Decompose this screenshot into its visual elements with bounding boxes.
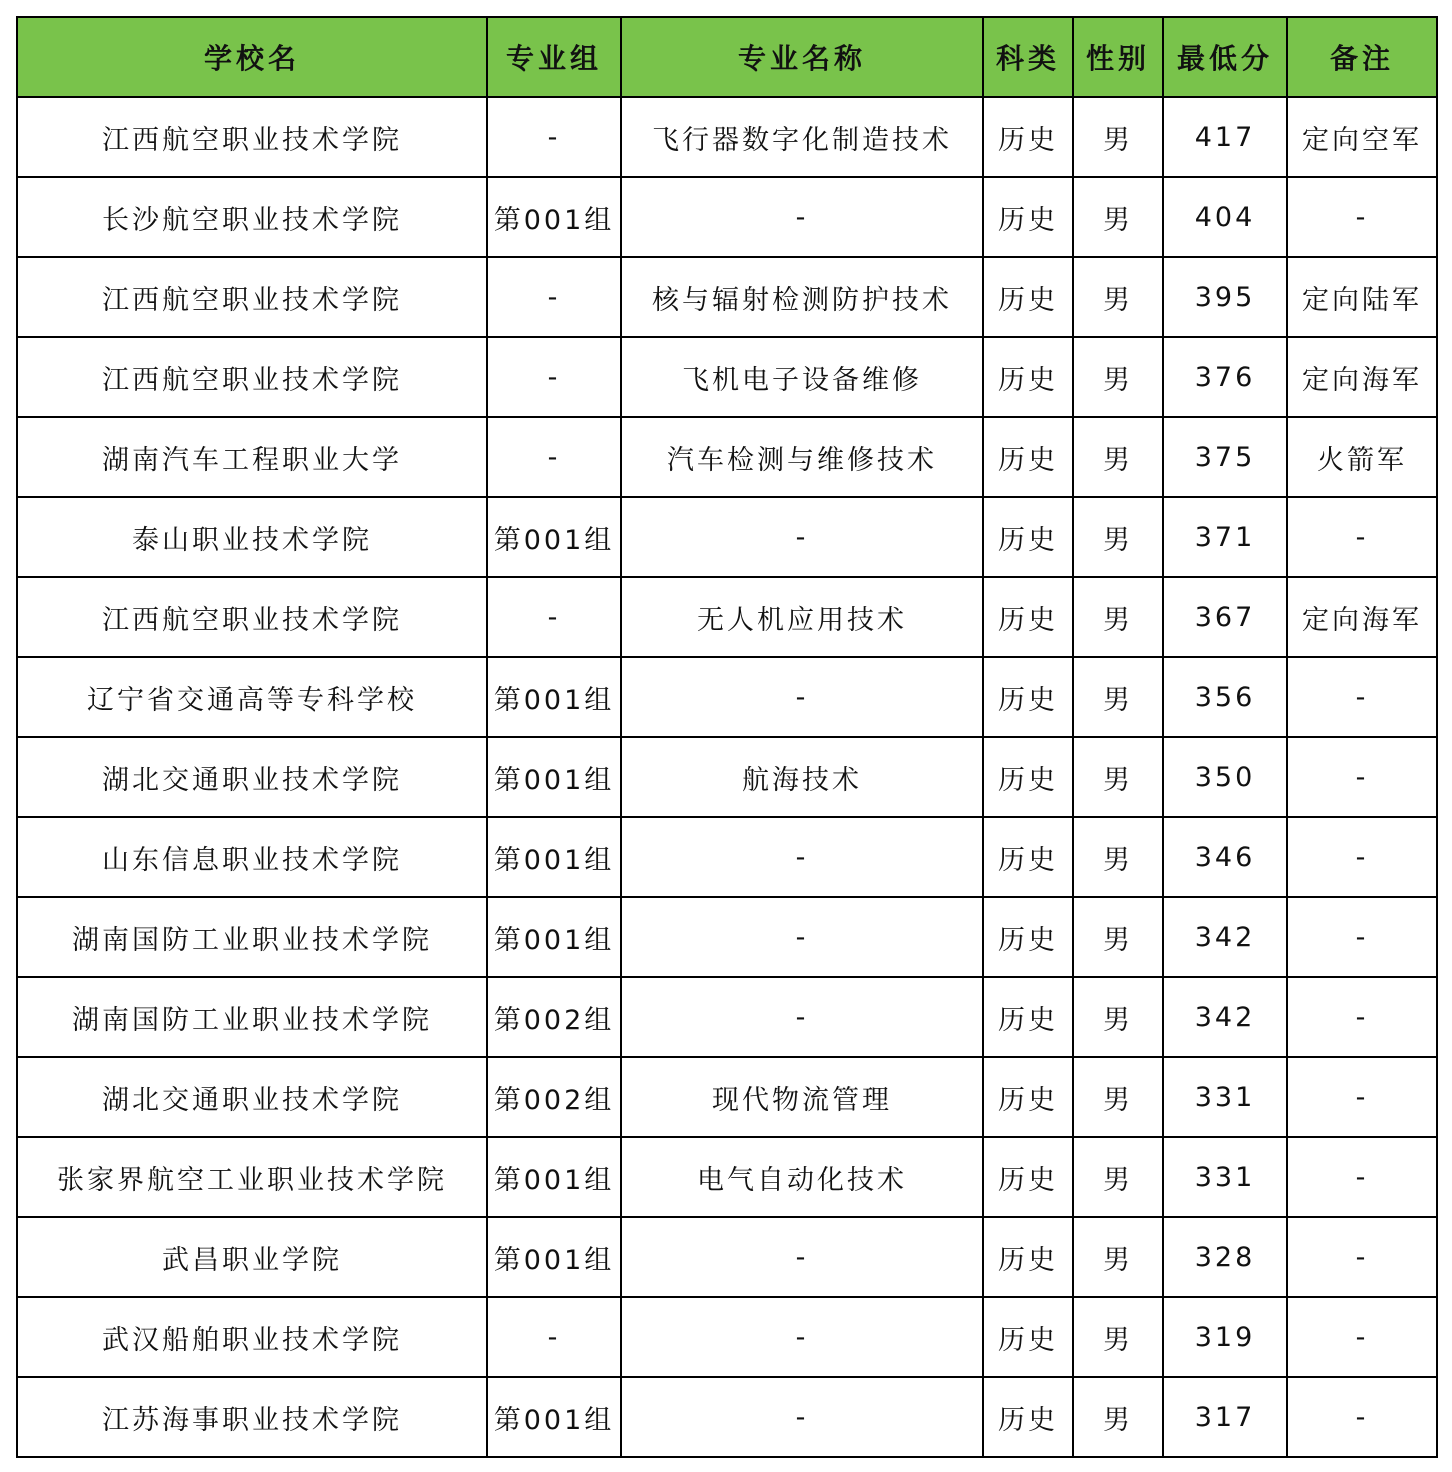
- header-subject-category: 科类: [983, 17, 1073, 97]
- cell-subject-category: 历史: [983, 1377, 1073, 1457]
- cell-major-group: 第001组: [487, 1137, 621, 1217]
- cell-subject-category: 历史: [983, 1137, 1073, 1217]
- cell-min-score: 376: [1163, 337, 1287, 417]
- cell-gender: 男: [1073, 1137, 1163, 1217]
- table-row: [17, 1217, 1437, 1297]
- table-row: [17, 177, 1437, 257]
- cell-subject-category: 历史: [983, 1217, 1073, 1297]
- cell-min-score: 331: [1163, 1137, 1287, 1217]
- cell-gender: 男: [1073, 97, 1163, 177]
- table-row: [17, 817, 1437, 897]
- cell-major-name: -: [621, 1217, 983, 1297]
- cell-major-group: -: [487, 337, 621, 417]
- cell-school-name: 江西航空职业技术学院: [17, 577, 487, 657]
- cell-school-name: 湖南汽车工程职业大学: [17, 417, 487, 497]
- cell-major-group: 第001组: [487, 497, 621, 577]
- cell-gender: 男: [1073, 977, 1163, 1057]
- cell-subject-category: 历史: [983, 257, 1073, 337]
- cell-subject-category: 历史: [983, 817, 1073, 897]
- table-row: [17, 1057, 1437, 1137]
- cell-min-score: 342: [1163, 977, 1287, 1057]
- table-row: [17, 657, 1437, 737]
- cell-min-score: 404: [1163, 177, 1287, 257]
- cell-min-score: 356: [1163, 657, 1287, 737]
- table-row: [17, 257, 1437, 337]
- cell-subject-category: 历史: [983, 577, 1073, 657]
- table-row: [17, 897, 1437, 977]
- cell-major-name: -: [621, 817, 983, 897]
- cell-gender: 男: [1073, 1297, 1163, 1377]
- cell-major-name: -: [621, 497, 983, 577]
- table-row: [17, 1137, 1437, 1217]
- cell-major-name: 核与辐射检测防护技术: [621, 257, 983, 337]
- cell-subject-category: 历史: [983, 977, 1073, 1057]
- cell-gender: 男: [1073, 497, 1163, 577]
- cell-min-score: 375: [1163, 417, 1287, 497]
- cell-min-score: 317: [1163, 1377, 1287, 1457]
- cell-school-name: 江西航空职业技术学院: [17, 257, 487, 337]
- cell-school-name: 湖北交通职业技术学院: [17, 737, 487, 817]
- cell-major-name: 汽车检测与维修技术: [621, 417, 983, 497]
- cell-subject-category: 历史: [983, 737, 1073, 817]
- cell-major-name: -: [621, 1297, 983, 1377]
- cell-major-group: 第002组: [487, 977, 621, 1057]
- cell-subject-category: 历史: [983, 897, 1073, 977]
- cell-major-group: 第001组: [487, 817, 621, 897]
- table-row: [17, 737, 1437, 817]
- cell-subject-category: 历史: [983, 497, 1073, 577]
- cell-gender: 男: [1073, 1217, 1163, 1297]
- cell-gender: 男: [1073, 1057, 1163, 1137]
- cell-school-name: 江苏海事职业技术学院: [17, 1377, 487, 1457]
- cell-min-score: 346: [1163, 817, 1287, 897]
- header-gender: 性别: [1073, 17, 1163, 97]
- header-school-name: 学校名: [17, 17, 487, 97]
- cell-gender: 男: [1073, 657, 1163, 737]
- cell-major-group: 第001组: [487, 737, 621, 817]
- cell-major-name: -: [621, 177, 983, 257]
- cell-major-name: -: [621, 897, 983, 977]
- admission-score-table: [16, 16, 1438, 1458]
- cell-major-group: -: [487, 1297, 621, 1377]
- table-row: [17, 577, 1437, 657]
- cell-school-name: 长沙航空职业技术学院: [17, 177, 487, 257]
- cell-remark: -: [1287, 1297, 1437, 1377]
- cell-min-score: 371: [1163, 497, 1287, 577]
- cell-gender: 男: [1073, 577, 1163, 657]
- cell-remark: -: [1287, 737, 1437, 817]
- cell-school-name: 武昌职业学院: [17, 1217, 487, 1297]
- cell-major-group: 第001组: [487, 897, 621, 977]
- table-row: [17, 1297, 1437, 1377]
- header-min-score: 最低分: [1163, 17, 1287, 97]
- cell-major-group: 第002组: [487, 1057, 621, 1137]
- cell-remark: -: [1287, 977, 1437, 1057]
- cell-school-name: 张家界航空工业职业技术学院: [17, 1137, 487, 1217]
- cell-subject-category: 历史: [983, 1057, 1073, 1137]
- table-row: [17, 97, 1437, 177]
- cell-gender: 男: [1073, 737, 1163, 817]
- table-row: [17, 977, 1437, 1057]
- cell-major-name: 飞机电子设备维修: [621, 337, 983, 417]
- cell-school-name: 江西航空职业技术学院: [17, 337, 487, 417]
- cell-min-score: 342: [1163, 897, 1287, 977]
- cell-gender: 男: [1073, 337, 1163, 417]
- cell-major-group: 第001组: [487, 177, 621, 257]
- cell-remark: -: [1287, 817, 1437, 897]
- cell-school-name: 湖北交通职业技术学院: [17, 1057, 487, 1137]
- table-row: [17, 337, 1437, 417]
- cell-major-group: -: [487, 417, 621, 497]
- cell-min-score: 328: [1163, 1217, 1287, 1297]
- cell-gender: 男: [1073, 897, 1163, 977]
- cell-remark: -: [1287, 497, 1437, 577]
- cell-gender: 男: [1073, 417, 1163, 497]
- cell-subject-category: 历史: [983, 177, 1073, 257]
- cell-min-score: 319: [1163, 1297, 1287, 1377]
- cell-remark: -: [1287, 1137, 1437, 1217]
- cell-remark: -: [1287, 897, 1437, 977]
- cell-subject-category: 历史: [983, 417, 1073, 497]
- cell-school-name: 辽宁省交通高等专科学校: [17, 657, 487, 737]
- cell-major-name: -: [621, 657, 983, 737]
- cell-gender: 男: [1073, 1377, 1163, 1457]
- cell-school-name: 湖南国防工业职业技术学院: [17, 897, 487, 977]
- cell-min-score: 331: [1163, 1057, 1287, 1137]
- cell-major-name: -: [621, 977, 983, 1057]
- cell-school-name: 泰山职业技术学院: [17, 497, 487, 577]
- cell-major-name: 现代物流管理: [621, 1057, 983, 1137]
- table-row: [17, 1377, 1437, 1457]
- cell-major-group: -: [487, 257, 621, 337]
- cell-major-name: 航海技术: [621, 737, 983, 817]
- cell-remark: -: [1287, 1377, 1437, 1457]
- cell-major-name: 电气自动化技术: [621, 1137, 983, 1217]
- table-row: [17, 497, 1437, 577]
- cell-min-score: 395: [1163, 257, 1287, 337]
- cell-subject-category: 历史: [983, 657, 1073, 737]
- table-body: [17, 97, 1437, 1457]
- cell-gender: 男: [1073, 257, 1163, 337]
- header-row: [17, 17, 1437, 97]
- cell-school-name: 湖南国防工业职业技术学院: [17, 977, 487, 1057]
- header-major-name: 专业名称: [621, 17, 983, 97]
- cell-school-name: 武汉船舶职业技术学院: [17, 1297, 487, 1377]
- header-remark: 备注: [1287, 17, 1437, 97]
- cell-min-score: 350: [1163, 737, 1287, 817]
- cell-subject-category: 历史: [983, 1297, 1073, 1377]
- cell-remark: -: [1287, 1057, 1437, 1137]
- cell-major-group: -: [487, 577, 621, 657]
- cell-major-group: 第001组: [487, 1217, 621, 1297]
- cell-remark: -: [1287, 177, 1437, 257]
- table-row: [17, 417, 1437, 497]
- cell-major-name: 飞行器数字化制造技术: [621, 97, 983, 177]
- cell-subject-category: 历史: [983, 97, 1073, 177]
- cell-remark: 定向空军: [1287, 97, 1437, 177]
- cell-major-group: -: [487, 97, 621, 177]
- cell-major-group: 第001组: [487, 657, 621, 737]
- cell-major-group: 第001组: [487, 1377, 621, 1457]
- cell-school-name: 山东信息职业技术学院: [17, 817, 487, 897]
- cell-remark: 定向陆军: [1287, 257, 1437, 337]
- cell-major-name: 无人机应用技术: [621, 577, 983, 657]
- cell-major-name: -: [621, 1377, 983, 1457]
- cell-gender: 男: [1073, 177, 1163, 257]
- cell-subject-category: 历史: [983, 337, 1073, 417]
- cell-min-score: 367: [1163, 577, 1287, 657]
- cell-remark: -: [1287, 657, 1437, 737]
- header-major-group: 专业组: [487, 17, 621, 97]
- cell-gender: 男: [1073, 817, 1163, 897]
- cell-min-score: 417: [1163, 97, 1287, 177]
- cell-remark: 火箭军: [1287, 417, 1437, 497]
- cell-remark: 定向海军: [1287, 337, 1437, 417]
- cell-school-name: 江西航空职业技术学院: [17, 97, 487, 177]
- cell-remark: 定向海军: [1287, 577, 1437, 657]
- cell-remark: -: [1287, 1217, 1437, 1297]
